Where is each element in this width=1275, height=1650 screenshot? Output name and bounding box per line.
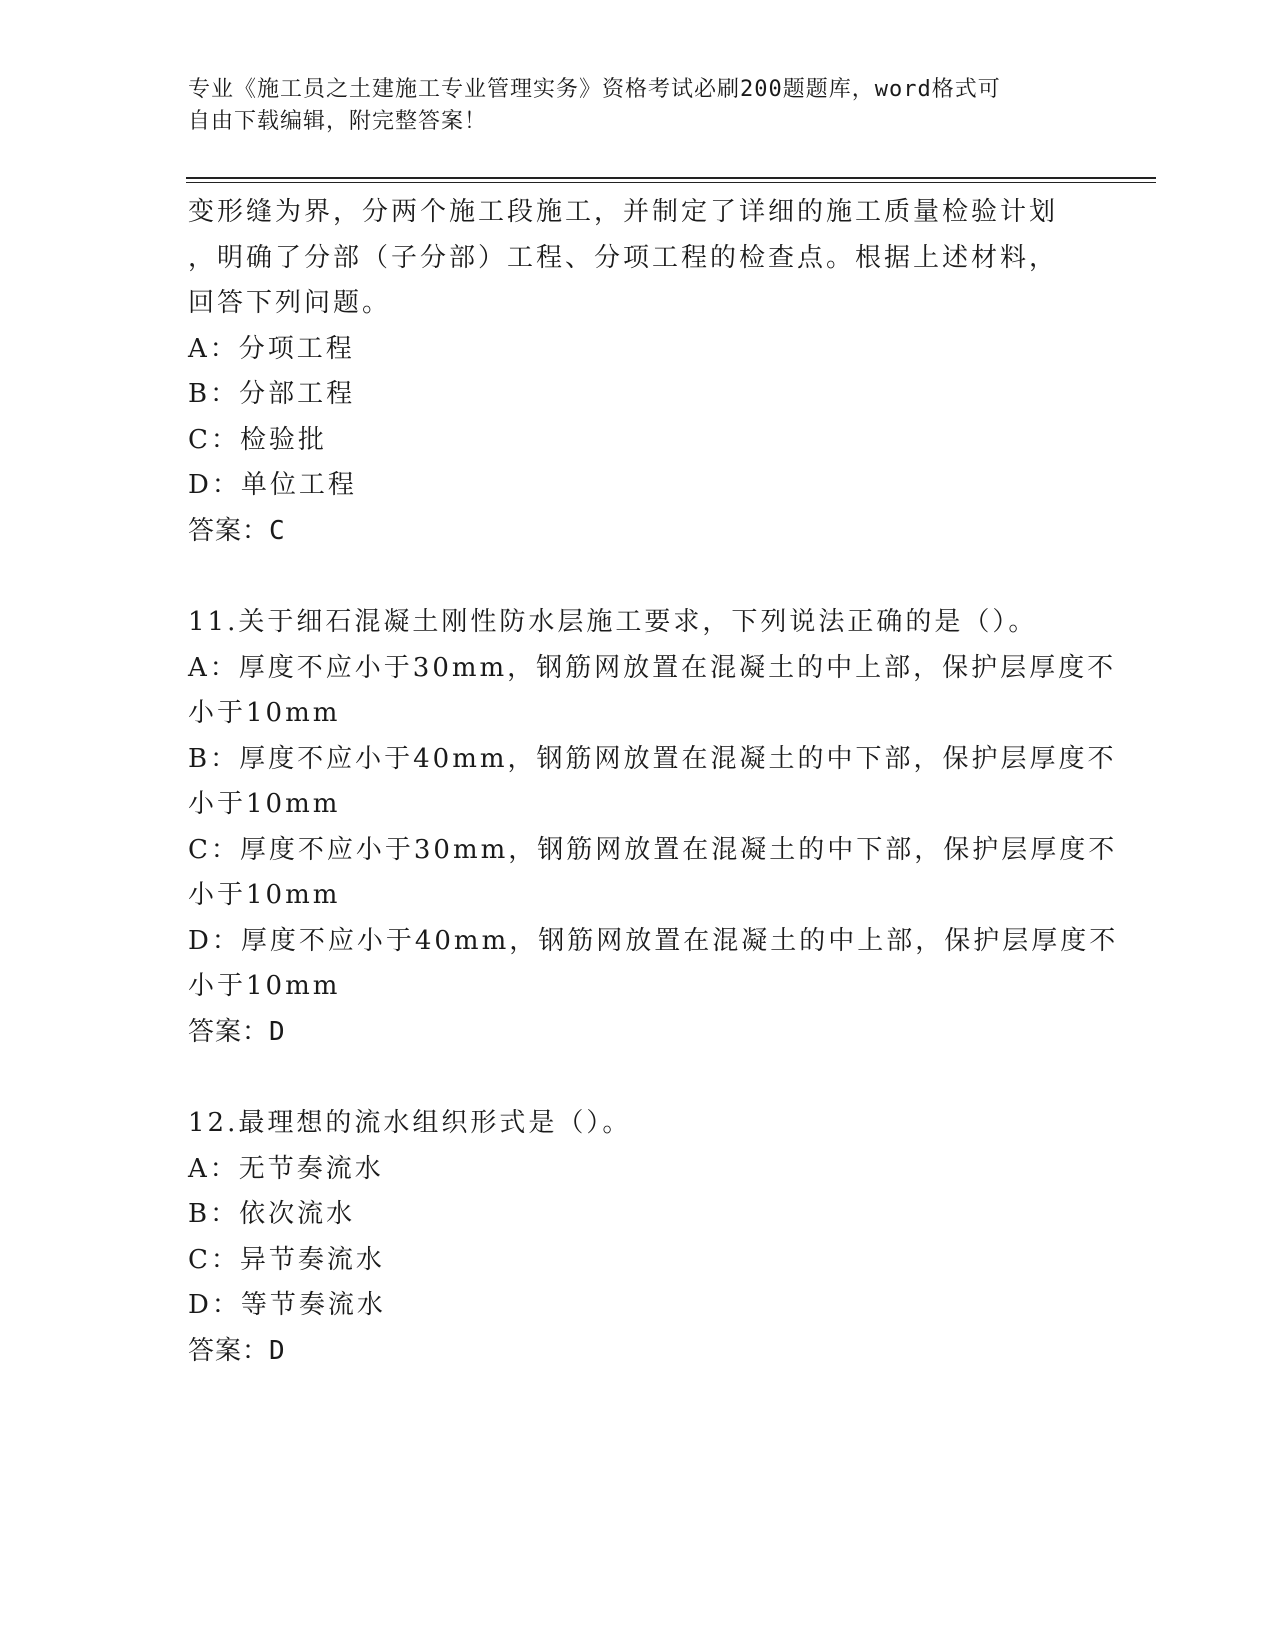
question-text: 11.关于细石混凝土刚性防水层施工要求，下列说法正确的是（）。 [188, 607, 1038, 637]
question-text-line: ，明确了分部（子分部）工程、分项工程的检查点。根据上述材料， [188, 242, 1059, 273]
option-d-continuation: 小于10mm [188, 971, 341, 1001]
answer-label: 答案：C [188, 515, 286, 546]
question-11 [188, 600, 1119, 1055]
question-10-continuation [188, 190, 1088, 554]
document-header [188, 74, 1068, 138]
answer-label: 答案：D [188, 1016, 286, 1047]
question-spacer [188, 554, 1088, 600]
option-d: D：等节奏流水 [188, 1290, 386, 1320]
question-12 [188, 1101, 1088, 1374]
option-a: A：无节奏流水 [188, 1153, 384, 1184]
answer-label: 答案：D [188, 1335, 286, 1366]
header-line-2: 自由下载编辑，附完整答案！ [188, 109, 488, 134]
option-b-continuation: 小于10mm [188, 789, 341, 819]
option-b: B：分部工程 [188, 379, 356, 409]
option-c-continuation: 小于10mm [188, 880, 341, 910]
option-a-continuation: 小于10mm [188, 698, 341, 728]
header-divider-thick [186, 177, 1156, 179]
option-c: C：异节奏流水 [188, 1244, 385, 1275]
option-a: A：厚度不应小于30mm，钢筋网放置在混凝土的中上部，保护层厚度不 [188, 652, 1117, 683]
header-divider-thin [186, 182, 1156, 183]
option-d: D：单位工程 [188, 470, 357, 500]
option-a: A：分项工程 [188, 333, 355, 364]
question-text-line: 变形缝为界，分两个施工段施工，并制定了详细的施工质量检验计划 [188, 197, 1059, 227]
option-c: C：检验批 [188, 424, 327, 455]
option-d: D：厚度不应小于40mm，钢筋网放置在混凝土的中上部，保护层厚度不 [188, 925, 1119, 956]
option-b: B：依次流水 [188, 1199, 356, 1229]
question-spacer [188, 1055, 1088, 1101]
document-body [188, 190, 1119, 1374]
option-c: C：厚度不应小于30mm，钢筋网放置在混凝土的中下部，保护层厚度不 [188, 834, 1118, 865]
question-text-line: 回答下列问题。 [188, 288, 392, 318]
option-b: B：厚度不应小于40mm，钢筋网放置在混凝土的中下部，保护层厚度不 [188, 743, 1117, 774]
question-text: 12.最理想的流水组织形式是（）。 [188, 1108, 632, 1138]
header-line-1: 专业《施工员之土建施工专业管理实务》资格考试必刷200题题库，word格式可 [188, 77, 1001, 102]
